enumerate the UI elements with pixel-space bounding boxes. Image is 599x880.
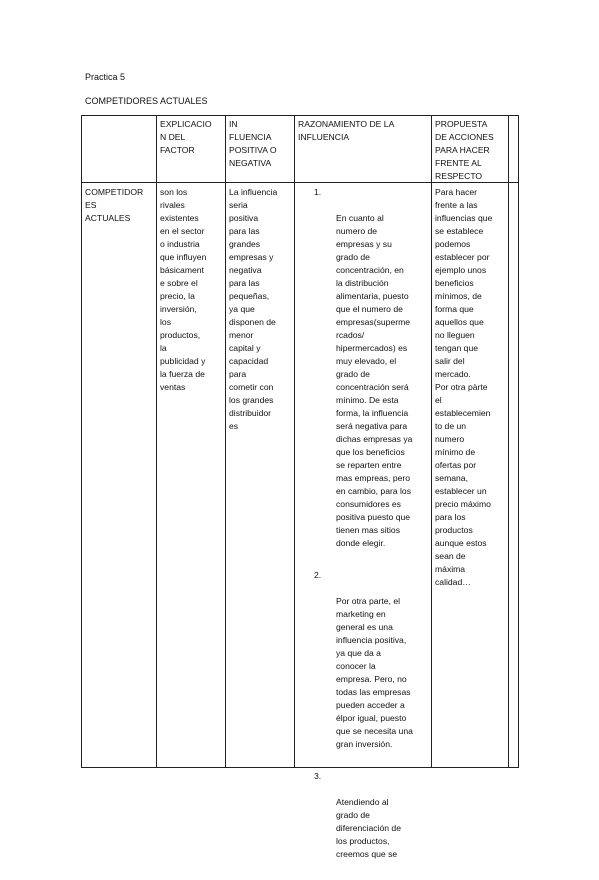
table-col-divider-3 [294, 115, 295, 768]
cell-propuesta: Para hacer frente a las influencias que se establece podemos establecer por ejemplo unos beneficios mínimos, de forma que aquellos que no lleguen tengan que salir del mercado. Por otra pàrte el establecemien to de un numero mínimo de ofertas por semana, establecer un precio máximo para los productos aunque estos sean de máxima calidad… [435, 187, 493, 587]
table-col-divider-2 [225, 115, 226, 768]
list-item-number: 3. [314, 771, 322, 781]
header-influencia: IN FLUENCIA POSITIVA O NEGATIVA [229, 119, 277, 168]
cell-explicacion: son los rivales existentes en el sector o industria que influyen básicament e sobre el precio, la inversión, los productos, la publicidad y la fuerza de ventas [160, 187, 207, 392]
list-item-number: 1. [314, 187, 322, 197]
header-propuesta: PROPUESTA DE ACCIONES PARA HACER FRENTE AL RESPECTO [435, 119, 494, 181]
list-item-text: Por otra parte, el marketing en general es una influencia positiva, ya que da a conocer la empresa. Pero, no todas las empresas pueden acceder a élpor igual, puesto que se necesita una gran inversión. [336, 596, 413, 749]
table-col-divider-5 [508, 115, 509, 768]
document-title: Practica 5 [85, 72, 126, 82]
list-item [298, 186, 428, 563]
list-item-text: Atendiendo al grado de diferenciación de los productos, creemos que se [336, 797, 401, 859]
header-razonamiento: RAZONAMIENTO DE LA INFLUENCIA [298, 119, 395, 142]
table-col-divider-1 [156, 115, 157, 768]
list-item [298, 569, 428, 764]
table-border-right [518, 115, 519, 768]
cell-factor: COMPETIDOR ES ACTUALES [85, 187, 144, 223]
list-item [298, 770, 428, 874]
header-explicacion: EXPLICACIO N DEL FACTOR [160, 119, 212, 155]
table-border-top [81, 115, 519, 116]
document-subtitle: COMPETIDORES ACTUALES [85, 96, 208, 106]
list-item-number: 2. [314, 570, 322, 580]
cell-influencia: La influencia seria positiva para las grandes empresas y negativa para las pequeñas, ya que disponen de menor capital y capacidad para cometir con los grandes distribuidor es [229, 187, 278, 431]
razonamiento-list [298, 186, 428, 880]
table-col-divider-4 [431, 115, 432, 768]
table-border-left [81, 115, 82, 768]
list-item-text: En cuanto al numero de empresas y su grado de concentración, en la distribución alimentaria, puesto que el numero de empresas(superme rcados/ hipermercados) es muy elevado, el grado de concentración será mínimo. De esta forma, la influencia será negativa para dichas empresas ya que los beneficios se reparten entre mas empreas, pero en cambio, para los consumidores es positiva puesto que tienen mas sitios donde elegir. [336, 213, 413, 548]
